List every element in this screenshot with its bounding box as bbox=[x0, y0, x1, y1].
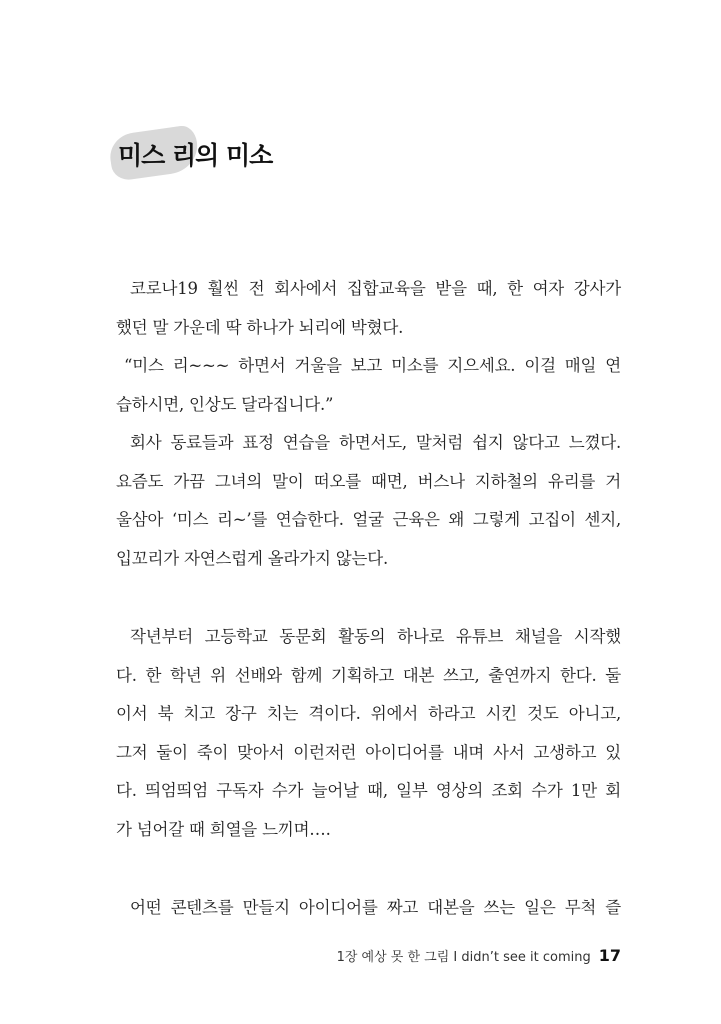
text-line: 작년부터 고등학교 동문회 활동의 하나로 유튜브 채널을 시작했 bbox=[130, 627, 621, 646]
text-line: 요즘도 가끔 그녀의 말이 떠오를 때면, 버스나 지하철의 유리를 거 bbox=[116, 471, 621, 491]
paragraph-2 bbox=[116, 347, 621, 424]
paragraph-1 bbox=[116, 270, 621, 347]
page-footer bbox=[337, 946, 621, 965]
paragraph-5 bbox=[116, 889, 621, 928]
text-line: 다. 띄엄띄엄 구독자 수가 늘어날 때, 일부 영상의 조회 수가 1만 회 bbox=[116, 781, 621, 800]
text-line: 회사 동료들과 표정 연습을 하면서도, 말처럼 쉽지 않다고 느꼈다. bbox=[130, 433, 621, 452]
text-line: 코로나19 훨씬 전 회사에서 집합교육을 받을 때, 한 여자 강사가 bbox=[130, 279, 621, 298]
paragraph-3 bbox=[116, 424, 621, 578]
text-line: 습하시면, 인상도 달라집니다.” bbox=[116, 394, 334, 414]
text-line: 이서 북 치고 장구 치는 격이다. 위에서 하라고 시킨 것도 아니고, bbox=[116, 704, 621, 723]
body-text bbox=[116, 270, 621, 928]
text-line: 입꼬리가 자연스럽게 올라가지 않는다. bbox=[116, 548, 389, 568]
text-line: 가 넘어갈 때 희열을 느끼며…. bbox=[116, 819, 331, 839]
chapter-heading bbox=[108, 128, 368, 188]
text-line: 다. 한 학년 위 선배와 함께 기획하고 대본 쓰고, 출연까지 한다. 둘 bbox=[116, 665, 621, 685]
page-number: 17 bbox=[598, 946, 621, 965]
paragraph-4 bbox=[116, 618, 621, 849]
text-line: “미스 리~~~ 하면서 거울을 보고 미소를 지으세요. 이걸 매일 연 bbox=[124, 356, 621, 375]
text-line: 울삼아 ‘미스 리~’를 연습한다. 얼굴 근육은 왜 그렇게 고집이 센지, bbox=[116, 510, 621, 529]
running-head: 1장 예상 못 한 그림 I didn’t see it coming bbox=[336, 950, 591, 965]
text-line: 했던 말 가운데 딱 하나가 뇌리에 박혔다. bbox=[116, 317, 404, 337]
text-line: 어떤 콘텐츠를 만들지 아이디어를 짜고 대본을 쓰는 일은 무척 즐 bbox=[130, 898, 621, 917]
text-line: 그저 둘이 죽이 맞아서 이런저런 아이디어를 내며 사서 고생하고 있 bbox=[116, 742, 621, 762]
page-title: 미스 리의 미소 bbox=[118, 141, 273, 170]
